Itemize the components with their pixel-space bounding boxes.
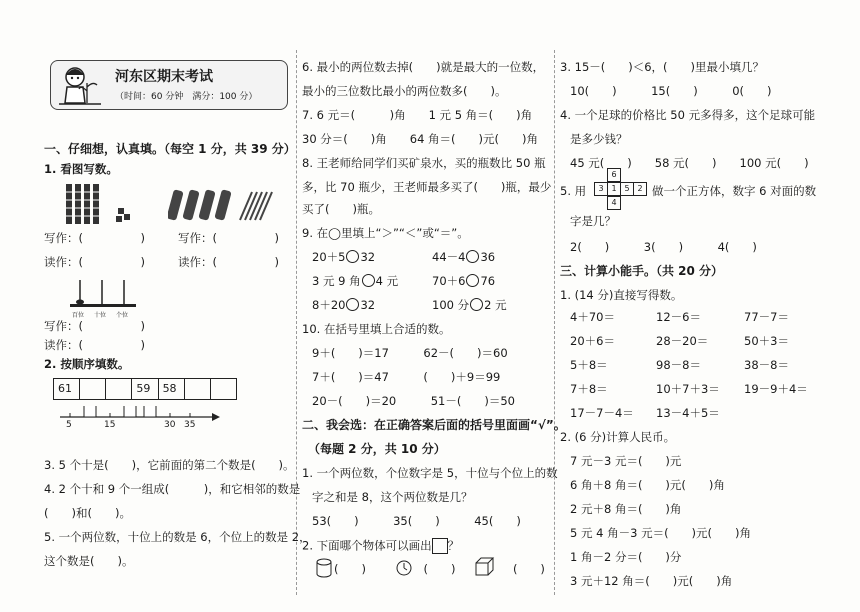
read-as-2: 读作：( ) [178, 255, 279, 269]
choice-2: 2. 下面哪个物体可以画出 ？ [302, 538, 460, 553]
compare-item: 3 元 9 角 4 元 [312, 274, 399, 288]
write-as-1: 写作：( ) [44, 231, 145, 245]
question-5-cont: 这个数是( )。 [44, 554, 134, 568]
choice-5-text: 做一个正方体，数字 6 对面的数 [652, 184, 817, 198]
choice-1: 1. 一个两位数，个位数字是 5，十位与个位上的数 [302, 466, 558, 480]
compare-circle[interactable] [346, 250, 359, 263]
square-icon [432, 538, 448, 554]
question-4: 4. 2 个十和 9 个一组成( )，和它相邻的数是 [44, 482, 301, 496]
calc-item: 98－8＝ [656, 358, 701, 372]
sequence-cell[interactable] [80, 379, 106, 399]
question-4-cont: ( )和( )。 [44, 506, 131, 520]
compare-item: 70＋6 76 [432, 274, 496, 288]
calc-item: 77－7＝ [744, 310, 789, 324]
choice-1-options: 53( ) 35( ) 45( ) [312, 514, 521, 528]
cylinder-icon [314, 558, 334, 578]
calc-item: 10＋7＋3＝ [656, 382, 720, 396]
compare-circle[interactable] [470, 298, 483, 311]
tied-sticks-bundles-icon [168, 188, 278, 224]
calc-item: 5＋8＝ [570, 358, 608, 372]
number-sequence [53, 378, 237, 400]
calc-item: 28－20＝ [656, 334, 709, 348]
exam-info: （时间：60 分钟 满分：100 分） [115, 92, 258, 102]
choice-3-options: 10( ) 15( ) 0( ) [570, 84, 772, 98]
number-line [60, 406, 220, 428]
number-line-label: 30 [164, 420, 176, 430]
number-line-label: 5 [66, 420, 72, 430]
question-8-cont: 多，比 70 瓶少，王老师最多买了( )瓶，最少 [302, 180, 552, 194]
calc-item: 38－8＝ [744, 358, 789, 372]
question-10: 10. 在括号里填上合适的数。 [302, 322, 451, 336]
column-divider [554, 50, 555, 595]
money-item: 6 角＋8 角＝( )元( )角 [570, 478, 725, 492]
number-line-label: 15 [104, 420, 116, 430]
compare-circle[interactable] [346, 298, 359, 311]
write-as-3: 写作：( ) [44, 319, 145, 333]
section-2-heading: 二、我会选：在正确答案后面的括号里面画“√”。 [302, 418, 566, 432]
question-3: 3. 5 个十是( )，它前面的第二个数是( )。 [44, 458, 295, 472]
question-1: 1. 看图写数。 [44, 162, 118, 176]
compare-item: 44－4 36 [432, 250, 496, 264]
compare-circle[interactable] [362, 274, 375, 287]
question-6-cont: 最小的三位数比最小的两位数多( )。 [302, 84, 507, 98]
calc-item: 17－7－4＝ [570, 406, 634, 420]
calc-item: 20＋6＝ [570, 334, 615, 348]
compare-item: 100 分 2 元 [432, 298, 507, 312]
choice-1-cont: 字之和是 8，这个两位数是几？ [312, 490, 473, 504]
money-item: 2 元＋8 角＝( )角 [570, 502, 682, 516]
money-item: 1 角－2 分＝( )分 [570, 550, 682, 564]
calc-item: 13－4＋5＝ [656, 406, 720, 420]
fill-row: 9＋( )＝17 62－( )＝60 [312, 346, 508, 360]
choice-4-options: 45 元( ) 58 元( ) 100 元( ) [570, 156, 809, 170]
student-illustration-icon [57, 63, 103, 107]
choice-5: 5. 用 [560, 184, 587, 198]
money-item: 7 元－3 元＝( )元 [570, 454, 682, 468]
column-divider [296, 50, 297, 595]
choice-5-cont: 字是几？ [570, 214, 616, 228]
money-item: 3 元＋12 角＝( )元( )角 [570, 574, 733, 588]
sequence-cell[interactable] [185, 379, 211, 399]
calc-item: 12－6＝ [656, 310, 701, 324]
question-6: 6. 最小的两位数去掉( )就是最大的一位数， [302, 60, 545, 74]
title-box [50, 60, 288, 110]
choice-5-options: 2( ) 3( ) 4( ) [570, 240, 757, 254]
read-as-3: 读作：( ) [44, 338, 145, 352]
question-8: 8. 王老师给同学们买矿泉水，买的瓶数比 50 瓶 [302, 156, 546, 170]
choice-4: 4. 一个足球的价格比 50 元多得多，这个足球可能 [560, 108, 816, 122]
sequence-cell[interactable] [106, 379, 132, 399]
sequence-cell: 61 [54, 379, 80, 399]
compare-circle[interactable] [466, 250, 479, 263]
compare-circle[interactable] [466, 274, 479, 287]
ten-sticks-bundle-icon [66, 184, 136, 226]
question-5: 5. 一个两位数，十位上的数是 6，个位上的数是 2， [44, 530, 311, 544]
calc-part-2: 2. (6 分)计算人民币。 [560, 430, 676, 444]
fill-row: 20－( )＝20 51－( )＝50 [312, 394, 515, 408]
section-2-score: （每题 2 分，共 10 分） [308, 442, 446, 456]
question-7-cont: 30 分＝( )角 64 角＝( )元( )角 [302, 132, 538, 146]
page-title: 河东区期末考试 [115, 69, 213, 85]
question-2: 2. 按顺序填数。 [44, 357, 130, 371]
read-as-1: 读作：( ) [44, 255, 145, 269]
section-3-heading: 三、计算小能手。（共 20 分） [560, 264, 724, 278]
calc-item: 50＋3＝ [744, 334, 789, 348]
question-9: 9. 在◯里填上“＞”“＜”或“＝”。 [302, 226, 469, 240]
calc-item: 4＋70＝ [570, 310, 615, 324]
money-item: 5 元 4 角－3 元＝( )元( )角 [570, 526, 752, 540]
fill-row: 7＋( )＝47 ( )＋9＝99 [312, 370, 501, 384]
abacus-label-tens: 十位 [94, 312, 107, 319]
write-as-2: 写作：( ) [178, 231, 279, 245]
section-1-heading: 一、仔细想，认真填。（每空 1 分，共 39 分） [44, 142, 296, 156]
choice-2-options: ( ) ( ) ( ) [334, 562, 545, 576]
choice-3: 3. 15－( )＜6，( )里最小填几？ [560, 60, 765, 74]
abacus-label-hundreds: 百位 [72, 312, 85, 319]
sequence-cell: 58 [159, 379, 185, 399]
cube-net: 6 3 1 5 2 4 [594, 168, 646, 210]
sequence-cell: 59 [132, 379, 158, 399]
compare-item: 20＋5 32 [312, 250, 376, 264]
calc-part-1: 1. (14 分)直接写得数。 [560, 288, 683, 302]
question-8-end: 买了( )瓶。 [302, 202, 380, 216]
calc-item: 19－9＋4＝ [744, 382, 808, 396]
compare-item: 8＋20 32 [312, 298, 376, 312]
abacus-label-ones: 个位 [116, 312, 129, 319]
calc-item: 7＋8＝ [570, 382, 608, 396]
number-line-label: 35 [184, 420, 196, 430]
question-7: 7. 6 元＝( )角 1 元 5 角＝( )角 [302, 108, 533, 122]
sequence-cell[interactable] [211, 379, 236, 399]
choice-4-cont: 是多少钱？ [570, 132, 628, 146]
